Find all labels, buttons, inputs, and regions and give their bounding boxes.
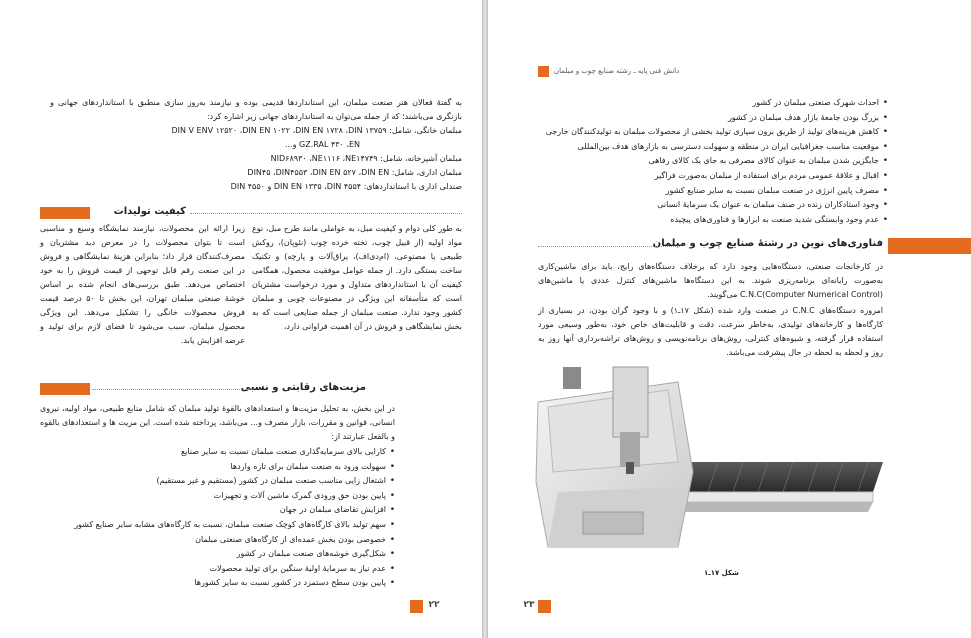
section-tab xyxy=(888,238,971,254)
section-tab xyxy=(40,207,90,219)
list-item: • عدم وجود وابستگی شدید صنعت به ابزارها و فناوری‌های پیچیده xyxy=(546,213,879,228)
list-item: • افزایش تقاضای مبلمان در جهان xyxy=(74,503,386,518)
heading-rule xyxy=(92,389,252,391)
list-item: • مصرف پایین انرژی در صنعت مبلمان نسبت به سایر صنایع کشور xyxy=(546,184,879,199)
standard-line: مبلمان آشپزخانه، شامل: NID۶۸۹۳۰ ،NE۱۱۱۶ ،NE۱۴۷۴۹ xyxy=(270,154,462,163)
quality-title: کیفیت تولیدات xyxy=(113,206,186,217)
header-marker xyxy=(538,66,549,77)
right-page xyxy=(488,0,971,638)
page-number-marker xyxy=(410,600,423,613)
heading-rule xyxy=(538,246,680,248)
list-item: • اقبال و علاقهٔ عمومی مردم برای استفاده از مبلمان به‌صورت فراگیر xyxy=(546,169,879,184)
section-title: فناوری‌های نوین در رشتهٔ صنایع چوب و مبلمان xyxy=(652,238,883,249)
cnc-machine-photo xyxy=(528,362,888,567)
list-item: • سهم تولید بالای کارگاه‌های کوچک صنعت مبلمان، نسبت به کارگاه‌های مشابه سایر صنایع کشور xyxy=(74,518,386,533)
heading-rule xyxy=(190,213,462,215)
running-header: دانش فنی پایه ـ رشته صنایع چوب و مبلمان xyxy=(554,67,680,75)
advantages-list xyxy=(546,96,889,227)
competitive-list xyxy=(74,445,396,591)
section-tab xyxy=(40,383,90,395)
standard-line: مبلمان اداری، شامل: DIN۴۵ ،DIN۴۵۵۳ ،DIN EN ۵۲۷ ،DIN EN xyxy=(247,168,462,177)
competitive-intro: در این بخش، به تحلیل مزیت‌ها و استعدادهای بالقوهٔ تولید مبلمان که شامل منابع طبیعی، مواد اولیه، نیروی انسانی، قوانین و مقررات، بازار مصرف و... می‌باشد، پرداخته شده است. این مزیت ها و استعدادهای بالقوه و بالفعل عبارتند از: xyxy=(40,404,395,441)
standard-line: صندلی اداری با استانداردهای: DIN EN ۱۳۳۵ ،DIN ۴۵۵۴ و DIN ۴۵۵۰ xyxy=(230,182,462,191)
list-item: • کارایی بالای سرمایه‌گذاری صنعت مبلمان نسبت به سایر صنایع xyxy=(74,445,386,460)
cnc-paragraph-2: امروزه دستگاه‌های C.N.C در صنعت وارد شده (شکل ۱۷ـ۱) و با وجود گران بودن، در بسیاری از کارگاه‌ها و کارخانه‌های تولیدی، به‌خاطر سرعت، دقت و قابلیت‌های خاص خود، به‌طور وسیعی مورد استفاده قرار گرفته، و شیوه‌های کنترلی، روش‌های برنامه‌نویسی و روش‌های تراشه‌برداری آنها روز به روز و لحظه به لحظه در حال پیشرفت می‌باشد. xyxy=(538,306,883,357)
left-page xyxy=(0,0,482,638)
standards-intro: به گفتهٔ فعالان هنر صنعت مبلمان، این استانداردها قدیمی بوده و نیازمند به‌روز سازی منطبق با استانداردهای جهانی و بازنگری می‌باشند؛ که از جمله می‌توان به استانداردهای جهانی زیر اشاره کرد: xyxy=(50,98,462,121)
list-item: • عدم نیاز به سرمایهٔ اولیهٔ سنگین برای تولید محصولات xyxy=(74,562,386,577)
quality-col-right: به طور کلی دوام و کیفیت مبل، به عواملی مانند طرح مبل، نوع مواد اولیه (از قبیل چوب، تخته خرده چوب (نئوپان)، روکش طبیعی یا مصنوعی، (ام‌دی‌اف)، یراق‌آلات و پارچه) و تکنیک ساخت بستگی دارد. از جمله عوامل موفقیت محصول، همگامی کیفیت آن با استانداردهای متداول و مورد درخواست مشتریان است که متأسفانه این ویژگی در مصنوعات چوبی و مبلمان کشور وجود ندارد. صنعت مبلمان از جمله صنایعی است که به بخش نمایشگاهی و فروش در آن اهمیت فراوانی دارد، xyxy=(252,224,462,331)
quality-col-left: زیرا ارائه این محصولات، نیازمند نمایشگاه وسیع و مناسبی است تا بتوان محصولات را در معرض دید مشتریان و مصرف‌کنندگان قرار داد؛ بنابراین هزینهٔ نمایشگاهی و فروش در این صنعت رقم قابل توجهی از قیمت فروش را به خود اختصاص می‌دهد. طبق بررسی‌های انجام شده بر اساس خوشهٔ صنعتی مبلمان تهران، این بخش تا ۵۰ درصد قیمت فروش محصولات خانگی را تشکیل می‌دهد. این ویژگی محصول مبلمان، سبب می‌شود تا فضای لازم برای تولید و عرضه افزایش یابد. xyxy=(40,224,245,345)
list-item: • پایین بودن حق ورودی گمرک ماشین آلات و تجهیزات xyxy=(74,489,386,504)
list-item: • سهولت ورود به صنعت مبلمان برای تازه واردها xyxy=(74,460,386,475)
standard-line: مبلمان خانگی، شامل: DIN V ENV ۱۲۵۲۰ ،DIN EN ۱۰۲۲ ،DIN EN ۱۷۲۸ ،DIN ۱۳۷۵۹ xyxy=(171,126,462,135)
list-item: • پایین بودن سطح دستمزد در کشور نسبت به سایر کشورها xyxy=(74,576,386,591)
standard-line: GZ.RAL ۴۳۰ ،EN و... xyxy=(284,140,360,149)
list-item: • شکل‌گیری خوشه‌های صنعت مبلمان در کشور xyxy=(74,547,386,562)
page-number: ۲۲ xyxy=(428,600,440,610)
page-number-marker xyxy=(538,600,551,613)
list-item: • جایگزین شدن مبلمان به عنوان کالای مصرفی به جای یک کالای رفاهی xyxy=(546,154,879,169)
list-item: • کاهش هزینه‌های تولید از طریق برون سپاری تولید بخشی از محصولات مبلمان به تولیدکنندگان خارجی xyxy=(546,125,879,140)
figure-caption: شکل ۱۷ـ۱ xyxy=(704,569,739,577)
list-item: • بزرگ بودن جامعهٔ بازار هدف مبلمان در کشور xyxy=(546,111,879,126)
page-number: ۲۳ xyxy=(523,600,535,610)
list-item: • خصوصی بودن بخش عمده‌ای از کارگاه‌های صنعتی مبلمان xyxy=(74,533,386,548)
list-item: • اشتغال زایی مناسب صنعت مبلمان در کشور (مستقیم و غیر مستقیم) xyxy=(74,474,386,489)
competitive-title: مزیت‌های رقابتی و نسبی xyxy=(240,382,366,393)
list-item: • احداث شهرک صنعتی مبلمان در کشور xyxy=(546,96,879,111)
cnc-paragraph-1: در کارخانجات صنعتی، دستگاه‌هایی وجود دارد که برخلاف دستگاه‌های رایج، باید برای ماشین‌کاری به‌صورت رایانه‌ای برنامه‌ریزی شوند. به این دستگاه‌ها ماشین‌های کنترل عددی یا ماشین‌های C.N.C(Computer Numerical Control) می‌گویند. xyxy=(538,262,883,299)
list-item: • موقعیت مناسب جغرافیایی ایران در منطقه و سهولت دسترسی به بازارهای هدف بین‌المللی xyxy=(546,140,879,155)
list-item: • وجود استادکاران زنده در صنف مبلمان به عنوان یک سرمایهٔ انسانی xyxy=(546,198,879,213)
